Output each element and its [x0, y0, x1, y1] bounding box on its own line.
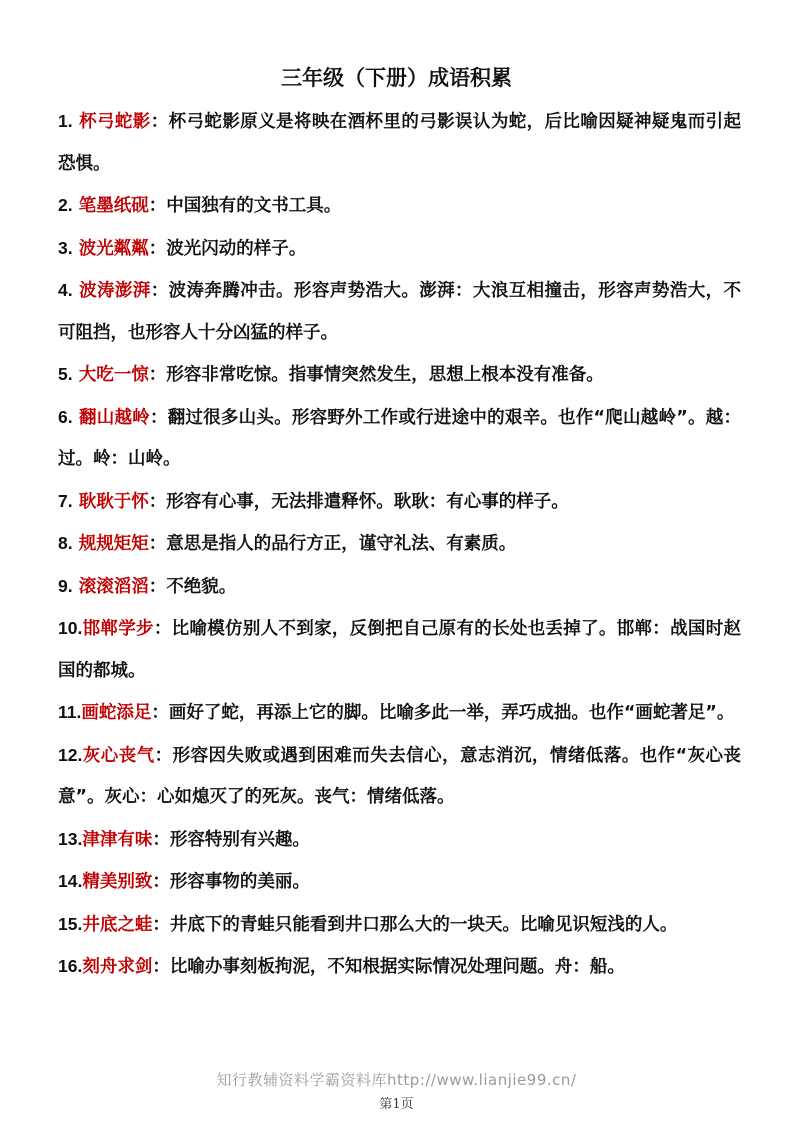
idiom-definition: 不绝貌。 [166, 576, 237, 597]
entry-colon: ： [152, 829, 170, 850]
list-item [58, 228, 741, 271]
list-item [58, 692, 741, 735]
entry-number: 3. [58, 237, 73, 258]
list-item [58, 608, 741, 692]
idiom-term: 波光粼粼 [78, 238, 149, 259]
list-item [58, 270, 741, 354]
entry-number: 11. [58, 702, 82, 722]
idiom-definition: 形容因失败或遇到困难而失去信心，意志消沉，情绪低落。也作“灰心丧意”。灰心：心如熄灭了的死灰。丧气：情绪低落。 [58, 745, 742, 807]
idiom-definition: 中国独有的文书工具。 [166, 196, 342, 216]
list-item [58, 735, 741, 819]
idiom-term: 刻舟求剑 [82, 957, 153, 977]
entry-colon: ： [152, 914, 170, 935]
idiom-definition: 意思是指人的品行方正，谨守礼法、有素质。 [166, 534, 517, 554]
idiom-term: 邯郸学步 [82, 619, 154, 639]
list-item [58, 861, 741, 904]
list-item [58, 101, 741, 185]
entry-number: 4. [58, 280, 73, 300]
idiom-definition: 形容事物的美丽。 [169, 872, 310, 892]
watermark-footer: 知行教辅资料学霸资料库http://www.lianjie99.cn/ [216, 1071, 577, 1089]
list-item [58, 946, 741, 989]
entry-number: 16. [58, 956, 83, 976]
list-item [58, 523, 741, 566]
entry-colon: ： [153, 619, 172, 639]
entry-number: 7. [58, 490, 73, 511]
entry-colon: ： [148, 365, 167, 385]
entry-colon: ： [150, 281, 169, 301]
entry-number: 8. [58, 533, 73, 553]
idiom-definition: 形容有心事，无法排遣释怀。耿耿：有心事的样子。 [166, 491, 569, 512]
idiom-term: 耿耿于怀 [78, 491, 149, 512]
page-title: 三年级（下册）成语积累 [281, 66, 512, 90]
entry-colon: ： [148, 491, 167, 512]
idiom-term: 杯弓蛇影 [79, 112, 151, 132]
entry-number: 6. [58, 406, 73, 427]
entry-number: 15. [58, 913, 83, 934]
entry-colon: ： [152, 957, 170, 977]
idiom-definition: 井底下的青蛙只能看到井口那么大的一块天。比喻见识短浅的人。 [169, 914, 678, 935]
entry-number: 10. [58, 618, 83, 638]
entry-colon: ： [148, 576, 167, 597]
idiom-definition: 比喻模仿别人不到家，反倒把自己原有的长处也丢掉了。邯郸：战国时赵国的都城。 [58, 619, 742, 681]
entry-colon: ： [152, 872, 170, 892]
entry-number: 14. [58, 871, 83, 891]
idiom-definition: 波涛奔腾冲击。形容声势浩大。澎湃：大浪互相撞击，形容声势浩大，不可阻挡，也形容人十分凶猛的样子。 [58, 281, 742, 343]
idiom-term: 滚滚滔滔 [78, 576, 149, 597]
list-item [58, 819, 741, 862]
entry-colon: ： [148, 196, 167, 216]
entry-colon: ： [148, 534, 167, 554]
entry-colon: ： [149, 407, 168, 428]
idiom-term: 波涛澎湃 [79, 281, 151, 301]
idiom-term: 翻山越岭 [78, 407, 150, 428]
entry-number: 5. [58, 364, 73, 384]
list-item [58, 354, 741, 397]
entry-colon: ： [151, 703, 169, 723]
idiom-term: 规规矩矩 [78, 534, 149, 554]
idiom-term: 津津有味 [82, 829, 153, 850]
entry-colon: ： [154, 745, 173, 766]
idiom-list [58, 101, 741, 989]
list-item [58, 397, 741, 481]
entry-number: 2. [58, 195, 73, 215]
entry-number: 12. [58, 744, 83, 765]
entry-colon: ： [148, 238, 167, 259]
idiom-term: 笔墨纸砚 [78, 196, 149, 216]
entry-colon: ： [150, 112, 169, 132]
idiom-term: 画蛇添足 [81, 703, 152, 723]
idiom-definition: 杯弓蛇影原义是将映在酒杯里的弓影误认为蛇，后比喻因疑神疑鬼而引起恐惧。 [58, 112, 742, 174]
entry-number: 13. [58, 828, 83, 849]
entry-number: 9. [58, 575, 73, 596]
idiom-definition: 比喻办事刻板拘泥，不知根据实际情况处理问题。舟：船。 [169, 957, 625, 977]
idiom-term: 灰心丧气 [82, 745, 155, 766]
idiom-term: 井底之蛙 [82, 914, 153, 935]
page-number: 第1页 [379, 1097, 414, 1112]
idiom-definition: 形容非常吃惊。指事情突然发生，思想上根本没有准备。 [166, 365, 604, 385]
idiom-definition: 画好了蛇，再添上它的脚。比喻多此一举，弄巧成拙。也作“画蛇著足”。 [168, 703, 735, 723]
list-item [58, 481, 741, 524]
list-item [58, 566, 741, 609]
idiom-definition: 翻过很多山头。形容野外工作或行进途中的艰辛。也作“爬山越岭”。越：过。岭：山岭。 [58, 407, 742, 469]
idiom-definition: 形容特别有兴趣。 [169, 829, 310, 850]
list-item [58, 904, 741, 947]
idiom-term: 大吃一惊 [78, 365, 149, 385]
idiom-term: 精美别致 [82, 872, 153, 892]
idiom-definition: 波光闪动的样子。 [166, 238, 307, 259]
entry-number: 1. [58, 111, 73, 131]
list-item [58, 185, 741, 228]
